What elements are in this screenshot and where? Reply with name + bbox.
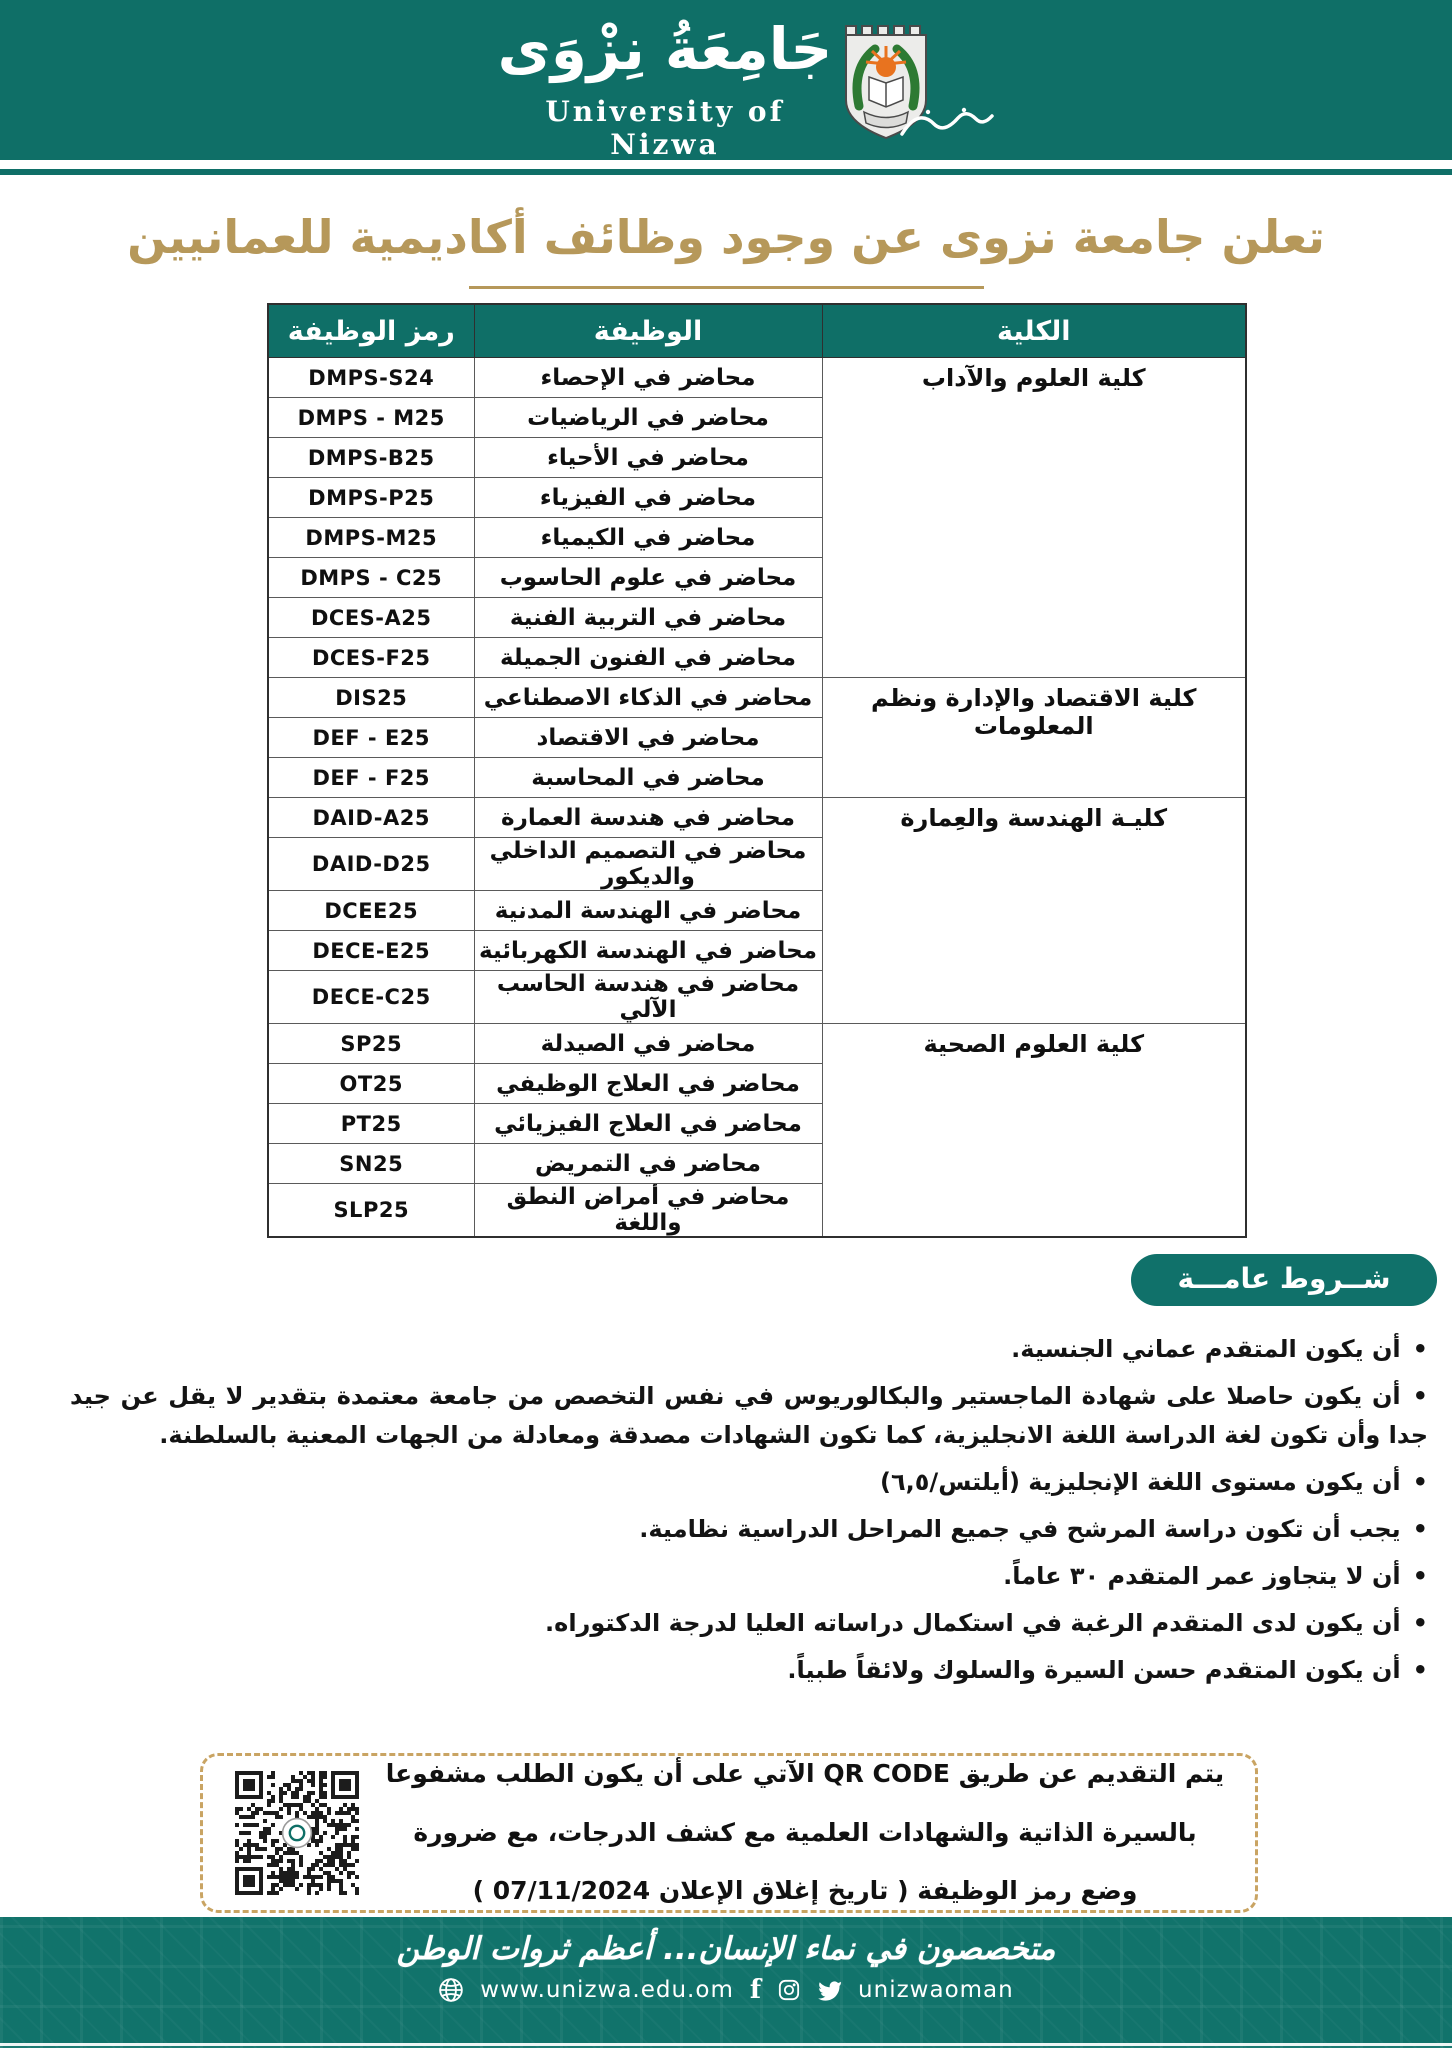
position-cell: محاضر في علوم الحاسوب (474, 558, 822, 598)
footer-slogan: متخصصون في نماء الإنسان... أعظم ثروات الوطن (396, 1931, 1056, 1967)
twitter-icon (816, 1979, 842, 2001)
qr-code (231, 1767, 363, 1899)
footer-band (0, 1917, 1452, 2048)
footer-contact-row (0, 1977, 1452, 2003)
table-body (268, 358, 1246, 1238)
job-code-cell: DCES-F25 (268, 638, 474, 678)
position-cell: محاضر في هندسة العمارة (474, 798, 822, 838)
job-code-cell: DMPS - C25 (268, 558, 474, 598)
position-cell: محاضر في الكيمياء (474, 518, 822, 558)
table-header (268, 304, 1246, 358)
title-underline (469, 286, 984, 289)
job-code-cell: DCEE25 (268, 891, 474, 931)
job-code-cell: PT25 (268, 1104, 474, 1144)
college-cell: كليـة الهندسة والعِمارة (822, 798, 1246, 1024)
position-cell: محاضر في الأحياء (474, 438, 822, 478)
header-divider-white (0, 160, 1452, 169)
facebook-icon: f (749, 1975, 763, 2005)
college-cell: كلية العلوم والآداب (822, 358, 1246, 678)
university-logo-english: University of Nizwa (545, 95, 785, 161)
position-cell: محاضر في العلاج الفيزيائي (474, 1104, 822, 1144)
table-row (268, 798, 1246, 838)
position-cell: محاضر في المحاسبة (474, 758, 822, 798)
job-code-cell: DMPS-M25 (268, 518, 474, 558)
position-cell: محاضر في الرياضيات (474, 398, 822, 438)
header-band (0, 0, 1452, 160)
position-cell: محاضر في الذكاء الاصطناعي (474, 678, 822, 718)
job-code-cell: DAID-D25 (268, 838, 474, 891)
job-code-cell: DECE-C25 (268, 971, 474, 1024)
condition-item: • أن يكون المتقدم عماني الجنسية. (70, 1330, 1428, 1369)
job-code-cell: SN25 (268, 1144, 474, 1184)
sun (876, 57, 896, 77)
footer-social-handle: unizwaoman (858, 1977, 1014, 2003)
footer-website: www.unizwa.edu.om (480, 1977, 734, 2003)
column-header-code: رمز الوظيفة (268, 304, 474, 358)
column-header-position: الوظيفة (474, 304, 822, 358)
condition-item: • أن يكون مستوى اللغة الإنجليزية (أيلتس/٦,٥) (70, 1463, 1428, 1502)
job-code-cell: SLP25 (268, 1184, 474, 1238)
signature-flourish-icon (898, 98, 998, 150)
condition-item: • أن يكون لدى المتقدم الرغبة في استكمال دراساته العليا لدرجة الدكتوراه. (70, 1604, 1428, 1643)
job-code-cell: DEF - E25 (268, 718, 474, 758)
condition-item: • أن يكون حاصلا على شهادة الماجستير والبكالوريوس في نفس التخصص من جامعة معتمدة بتقدير لا يقل عن جيد جدا وأن تكون لغة الدراسة اللغة الانجليزية، كما تكون الشهادات مصدقة ومعادلة من الجهات المعنية بالسلطنة. (70, 1377, 1428, 1455)
position-cell: محاضر في الفيزياء (474, 478, 822, 518)
position-cell: محاضر في الصيدلة (474, 1024, 822, 1064)
application-box (200, 1753, 1258, 1913)
position-cell: محاضر في التربية الفنية (474, 598, 822, 638)
general-conditions-badge: شــروط عامـــة (1131, 1254, 1437, 1306)
job-code-cell: DEF - F25 (268, 758, 474, 798)
job-code-cell: DIS25 (268, 678, 474, 718)
university-logo (495, 6, 835, 161)
university-logo-arabic: جَامِعَةُ نِزْوَى (497, 15, 833, 83)
job-code-cell: SP25 (268, 1024, 474, 1064)
position-cell: محاضر في الإحصاء (474, 358, 822, 398)
job-code-cell: DMPS-S24 (268, 358, 474, 398)
position-cell: محاضر في أمراض النطق واللغة (474, 1184, 822, 1238)
globe-icon (438, 1977, 464, 2003)
instagram-icon (778, 1979, 800, 2001)
condition-item: • أن يكون المتقدم حسن السيرة والسلوك ولائقاً طبياً. (70, 1651, 1428, 1690)
job-code-cell: OT25 (268, 1064, 474, 1104)
position-cell: محاضر في التصميم الداخلي والديكور (474, 838, 822, 891)
job-code-cell: DECE-E25 (268, 931, 474, 971)
position-cell: محاضر في هندسة الحاسب الآلي (474, 971, 822, 1024)
column-header-college: الكلية (822, 304, 1246, 358)
condition-item: • أن لا يتجاوز عمر المتقدم ٣٠ عاماً. (70, 1557, 1428, 1596)
application-instructions: يتم التقديم عن طريق QR CODE الآتي على أن يكون الطلب مشفوعا بالسيرة الذاتية والشهادات العلمية مع كشف الدرجات، مع ضرورة وضع رمز الوظيفة ( تاريخ إغلاق الإعلان 07/11/2024 ) (385, 1758, 1225, 1906)
condition-item: • يجب أن تكون دراسة المرشح في جميع المراحل الدراسية نظامية. (70, 1510, 1428, 1549)
header-divider-teal (0, 169, 1452, 175)
job-code-cell: DMPS-P25 (268, 478, 474, 518)
position-cell: محاضر في العلاج الوظيفي (474, 1064, 822, 1104)
table-row (268, 678, 1246, 718)
position-cell: محاضر في الهندسة الكهربائية (474, 931, 822, 971)
conditions-list (70, 1330, 1428, 1689)
position-cell: محاضر في التمريض (474, 1144, 822, 1184)
college-cell: كلية العلوم الصحية (822, 1024, 1246, 1238)
job-code-cell: DCES-A25 (268, 598, 474, 638)
position-cell: محاضر في الهندسة المدنية (474, 891, 822, 931)
job-code-cell: DMPS - M25 (268, 398, 474, 438)
table-row (268, 1024, 1246, 1064)
position-cell: محاضر في الفنون الجميلة (474, 638, 822, 678)
job-code-cell: DAID-A25 (268, 798, 474, 838)
position-cell: محاضر في الاقتصاد (474, 718, 822, 758)
job-code-cell: DMPS-B25 (268, 438, 474, 478)
table-row (268, 358, 1246, 398)
page-title: تعلن جامعة نزوى عن وجود وظائف أكاديمية للعمانيين (127, 210, 1325, 264)
vacancies-table (267, 303, 1247, 1239)
college-cell: كلية الاقتصاد والإدارة ونظم المعلومات (822, 678, 1246, 798)
